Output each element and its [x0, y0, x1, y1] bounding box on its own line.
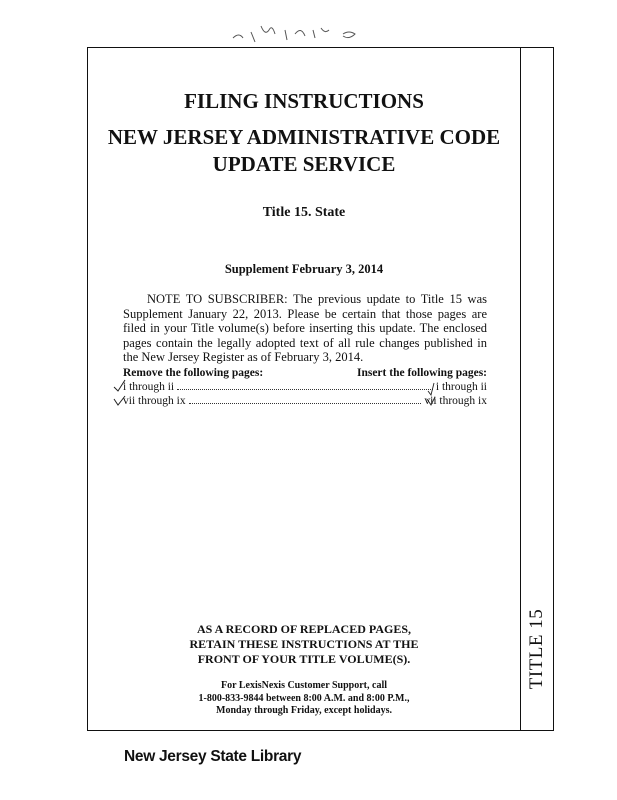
side-tab-divider — [520, 48, 521, 730]
code-title — [88, 124, 520, 178]
checkmark-icon — [113, 379, 127, 393]
library-watermark: New Jersey State Library — [124, 748, 302, 765]
support-line: Monday through Friday, except holidays. — [216, 705, 392, 716]
record-line: AS A RECORD OF REPLACED PAGES, — [196, 622, 412, 636]
dot-leader — [177, 381, 433, 390]
code-title-line: UPDATE SERVICE — [212, 152, 396, 176]
insert-pages: i through ii — [435, 381, 487, 393]
remove-pages: vii through ix — [123, 395, 186, 407]
handwritten-scribble — [225, 18, 365, 46]
dot-leader — [189, 395, 422, 404]
checkmark-icon — [426, 381, 436, 407]
supplement-date: Supplement February 3, 2014 — [224, 262, 384, 276]
side-tab-label: TITLE 15 — [526, 608, 547, 690]
insert-pages: vii through ix — [424, 395, 487, 407]
remove-pages: i through ii — [123, 381, 175, 393]
title-name: Title 15. State — [262, 205, 346, 220]
record-line: RETAIN THESE INSTRUCTIONS AT THE — [189, 637, 419, 651]
support-info — [88, 680, 520, 718]
page-heading: FILING INSTRUCTIONS — [184, 89, 424, 113]
support-line: For LexisNexis Customer Support, call — [220, 680, 387, 691]
subscriber-note: NOTE TO SUBSCRIBER: The previous update to Title 15 was Supplement January 22, 2013. Please be certain that those pages are filed in your Title volume(s) before inserting this update. The enclosed pages contain the legally adopted text of all rule changes published in the New Jersey Register as of February 3, 2014. — [123, 292, 487, 364]
checkmark-icon — [113, 393, 127, 407]
support-line: 1-800-833-9844 between 8:00 A.M. and 8:00 P.M., — [198, 692, 410, 704]
insert-header: Insert the following pages: — [356, 367, 487, 379]
record-notice — [88, 622, 520, 667]
code-title-line: NEW JERSEY ADMINISTRATIVE CODE — [107, 125, 501, 149]
record-line: FRONT OF YOUR TITLE VOLUME(S). — [197, 652, 411, 666]
remove-header: Remove the following pages: — [123, 367, 264, 379]
